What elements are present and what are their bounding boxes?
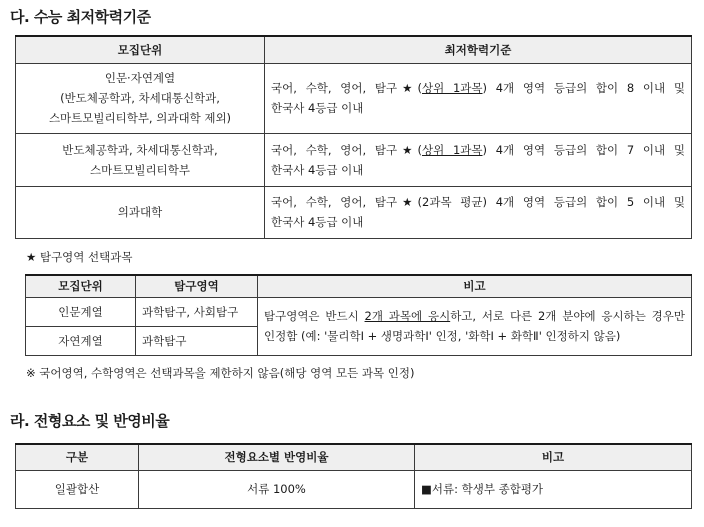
unit-cell: 자연계열 [26,326,136,355]
ratio-cell: 서류 100% [139,470,415,508]
underlined-text: 상위 1과목 [422,81,483,95]
unit-line: 반도체공학과, 차세대통신학과, [62,142,218,157]
area-cell: 과학탐구, 사회탐구 [136,297,258,326]
remark-cell [258,297,692,355]
standard-cell [265,186,692,238]
standard-line: 국어, 수학, 영어, 탐구★(상위 1과목) 4개 영역 등급의 합이 8 이내 및 [271,81,685,95]
standard-cell [265,63,692,133]
underlined-text: 상위 1과목 [422,142,483,157]
unit-line: 인문·자연계열 [104,71,176,85]
header-explore-area: 탐구영역 [136,275,258,297]
section-title-minimum-standard: 다. 수능 최저학력기준 [10,8,151,26]
unit-line: 스마트모빌리티학부, 의과대학 제외) [48,111,232,125]
unit-cell: 인문계열 [26,297,136,326]
star-note: ★ 탐구영역 선택과목 [26,250,133,264]
category-cell: 일괄합산 [16,470,139,508]
remark-line: 탐구영역은 반드시 2개 과목에 응시하고, 서로 다른 2개 분야에 응시하는 경우만 [264,309,686,323]
area-cell: 과학탐구 [136,326,258,355]
footnote: ※ 국어영역, 수학영역은 선택과목을 제한하지 않음(해당 영역 모든 과목 인정) [26,366,415,380]
table-row [16,186,692,238]
unit-line: 의과대학 [117,205,163,219]
header-unit: 모집단위 [26,275,136,297]
standard-line: 한국사 4등급 이내 [271,101,364,115]
header-ratio: 전형요소별 반영비율 [139,444,415,470]
header-unit: 모집단위 [16,36,265,63]
unit-line: (반도체공학과, 차세대통신학과, [60,91,220,105]
standard-line: 국어, 수학, 영어, 탐구★(상위 1과목) 4개 영역 등급의 합이 7 이내 및 [271,142,685,157]
header-remark: 비고 [258,275,692,297]
header-category: 구분 [16,444,139,470]
remark-cell: ■서류: 학생부 종합평가 [415,470,692,508]
table-row [16,63,692,133]
table-row [16,133,692,186]
standard-cell [265,133,692,186]
unit-line: 스마트모빌리티학부 [90,162,190,177]
standard-line: 한국사 4등급 이내 [271,162,364,177]
section-title-selection-ratio: 라. 전형요소 및 반영비율 [10,412,170,430]
standard-line: 국어, 수학, 영어, 탐구★(2과목 평균) 4개 영역 등급의 합이 5 이내 및 [271,195,685,209]
remark-line: 인정함 (예: '물리학Ⅰ + 생명과학Ⅰ' 인정, '화학Ⅰ + 화학Ⅱ' 인정하지 않음) [264,329,621,343]
unit-cell [16,186,265,238]
table-row [16,470,692,508]
selection-ratio-table [15,443,692,509]
unit-cell [16,133,265,186]
header-remark: 비고 [415,444,692,470]
table-row [26,297,692,326]
explore-subject-table [25,274,692,356]
underlined-text: 2개 과목에 응시 [364,309,451,323]
header-standard: 최저학력기준 [265,36,692,63]
minimum-standard-table [15,35,692,239]
unit-cell [16,63,265,133]
standard-line: 한국사 4등급 이내 [271,215,364,229]
